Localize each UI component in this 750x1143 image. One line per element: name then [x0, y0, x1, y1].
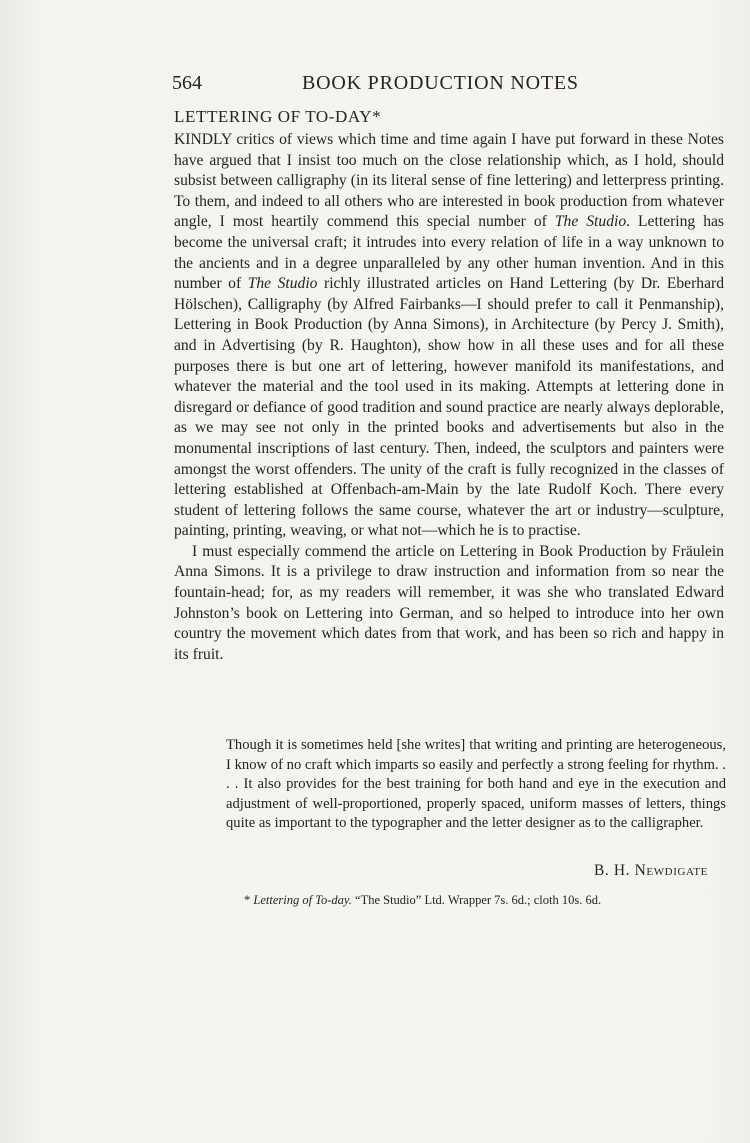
- author-signature: [440, 862, 708, 880]
- paragraph-2: I must especially commend the article on Lettering in Book Production by Fräulein Anna Simons. It is a privilege to draw instruction and information from so near the fountain-head; for, as my readers will remember, it was she who translated Edward Johnston’s book on Lettering into German, and so helped to introduce into her own country the movement which dates from that work, and has been so rich and happy in its fruit.: [174, 542, 724, 663]
- author-surname: Newdigate: [634, 862, 708, 879]
- page-number: 564: [172, 72, 202, 94]
- block-quote: Though it is sometimes held [she writes] that writing and printing are heterogeneous, I know of no craft which imparts so easily and perfectly a strong feeling for rhythm. . . . It also provides for the best training for both hand and eye in the execution and adjustment of well-proportioned, properly spaced, uniform masses of letters, things quite as important to the typographer and the letter designer as to the calligrapher.: [226, 737, 726, 831]
- publication-title: The Studio: [247, 275, 318, 293]
- section-title: LETTERING OF TO-DAY*: [174, 107, 382, 126]
- paragraph-1-part-2: . Lettering has become the universal craft; it intrudes into every relation of life in a way unknown to the ancients and in a degree unparalleled by any other human invention. And in this number of: [174, 213, 724, 293]
- paragraph-1-part-1: KINDLY critics of views which time and time again I have put forward in these Notes have argued that I insist too much on the close relationship which, as I hold, should subsist between calligraphy (in its literal sense of fine lettering) and letterpress printing. To them, and indeed to all others who are interested in book production from whatever angle, I most heartily commend this special number of: [174, 131, 724, 231]
- publication-title: The Studio: [554, 213, 627, 231]
- paragraph-1-part-3: richly illustrated articles on Hand Lettering (by Dr. Eberhard Hölschen), Calligraphy (by Alfred Fairbanks—I should prefer to call it Penmanship), Lettering in Book Production (by Anna Simons), in Architecture (by Percy J. Smith), and in Advertising (by R. Haughton), show how in all these uses and for all these purposes there is but one art of lettering, however manifold its manifestations, and whatever the material and the tool used in its making. Attempts at lettering done in disregard or defiance of good tradition and sound practice are nearly always deplorable, as we may see not only in the printed books and advertisements but also in the monumental inscriptions of last century. Then, indeed, the sculptors and painters were amongst the worst offenders. The unity of the craft is fully recognized in the classes of lettering established at Offenbach-am-Main by the late Rudolf Koch. There every student of lettering follows the same course, whatever the art or industry—sculpture, painting, printing, weaving, or what not—which he is to practise.: [174, 275, 724, 540]
- footnote-text: “The Studio” Ltd. Wrapper 7s. 6d.; cloth 10s. 6d.: [351, 893, 602, 907]
- footnote-marker: *: [244, 893, 254, 907]
- paragraph-1: [174, 130, 724, 542]
- article-body: [174, 130, 724, 665]
- footnote: [244, 892, 724, 908]
- page-header: [172, 72, 722, 100]
- footnote-title: Lettering of To-day.: [253, 893, 352, 907]
- author-initials: B. H.: [593, 862, 635, 879]
- running-head: BOOK PRODUCTION NOTES: [302, 72, 579, 94]
